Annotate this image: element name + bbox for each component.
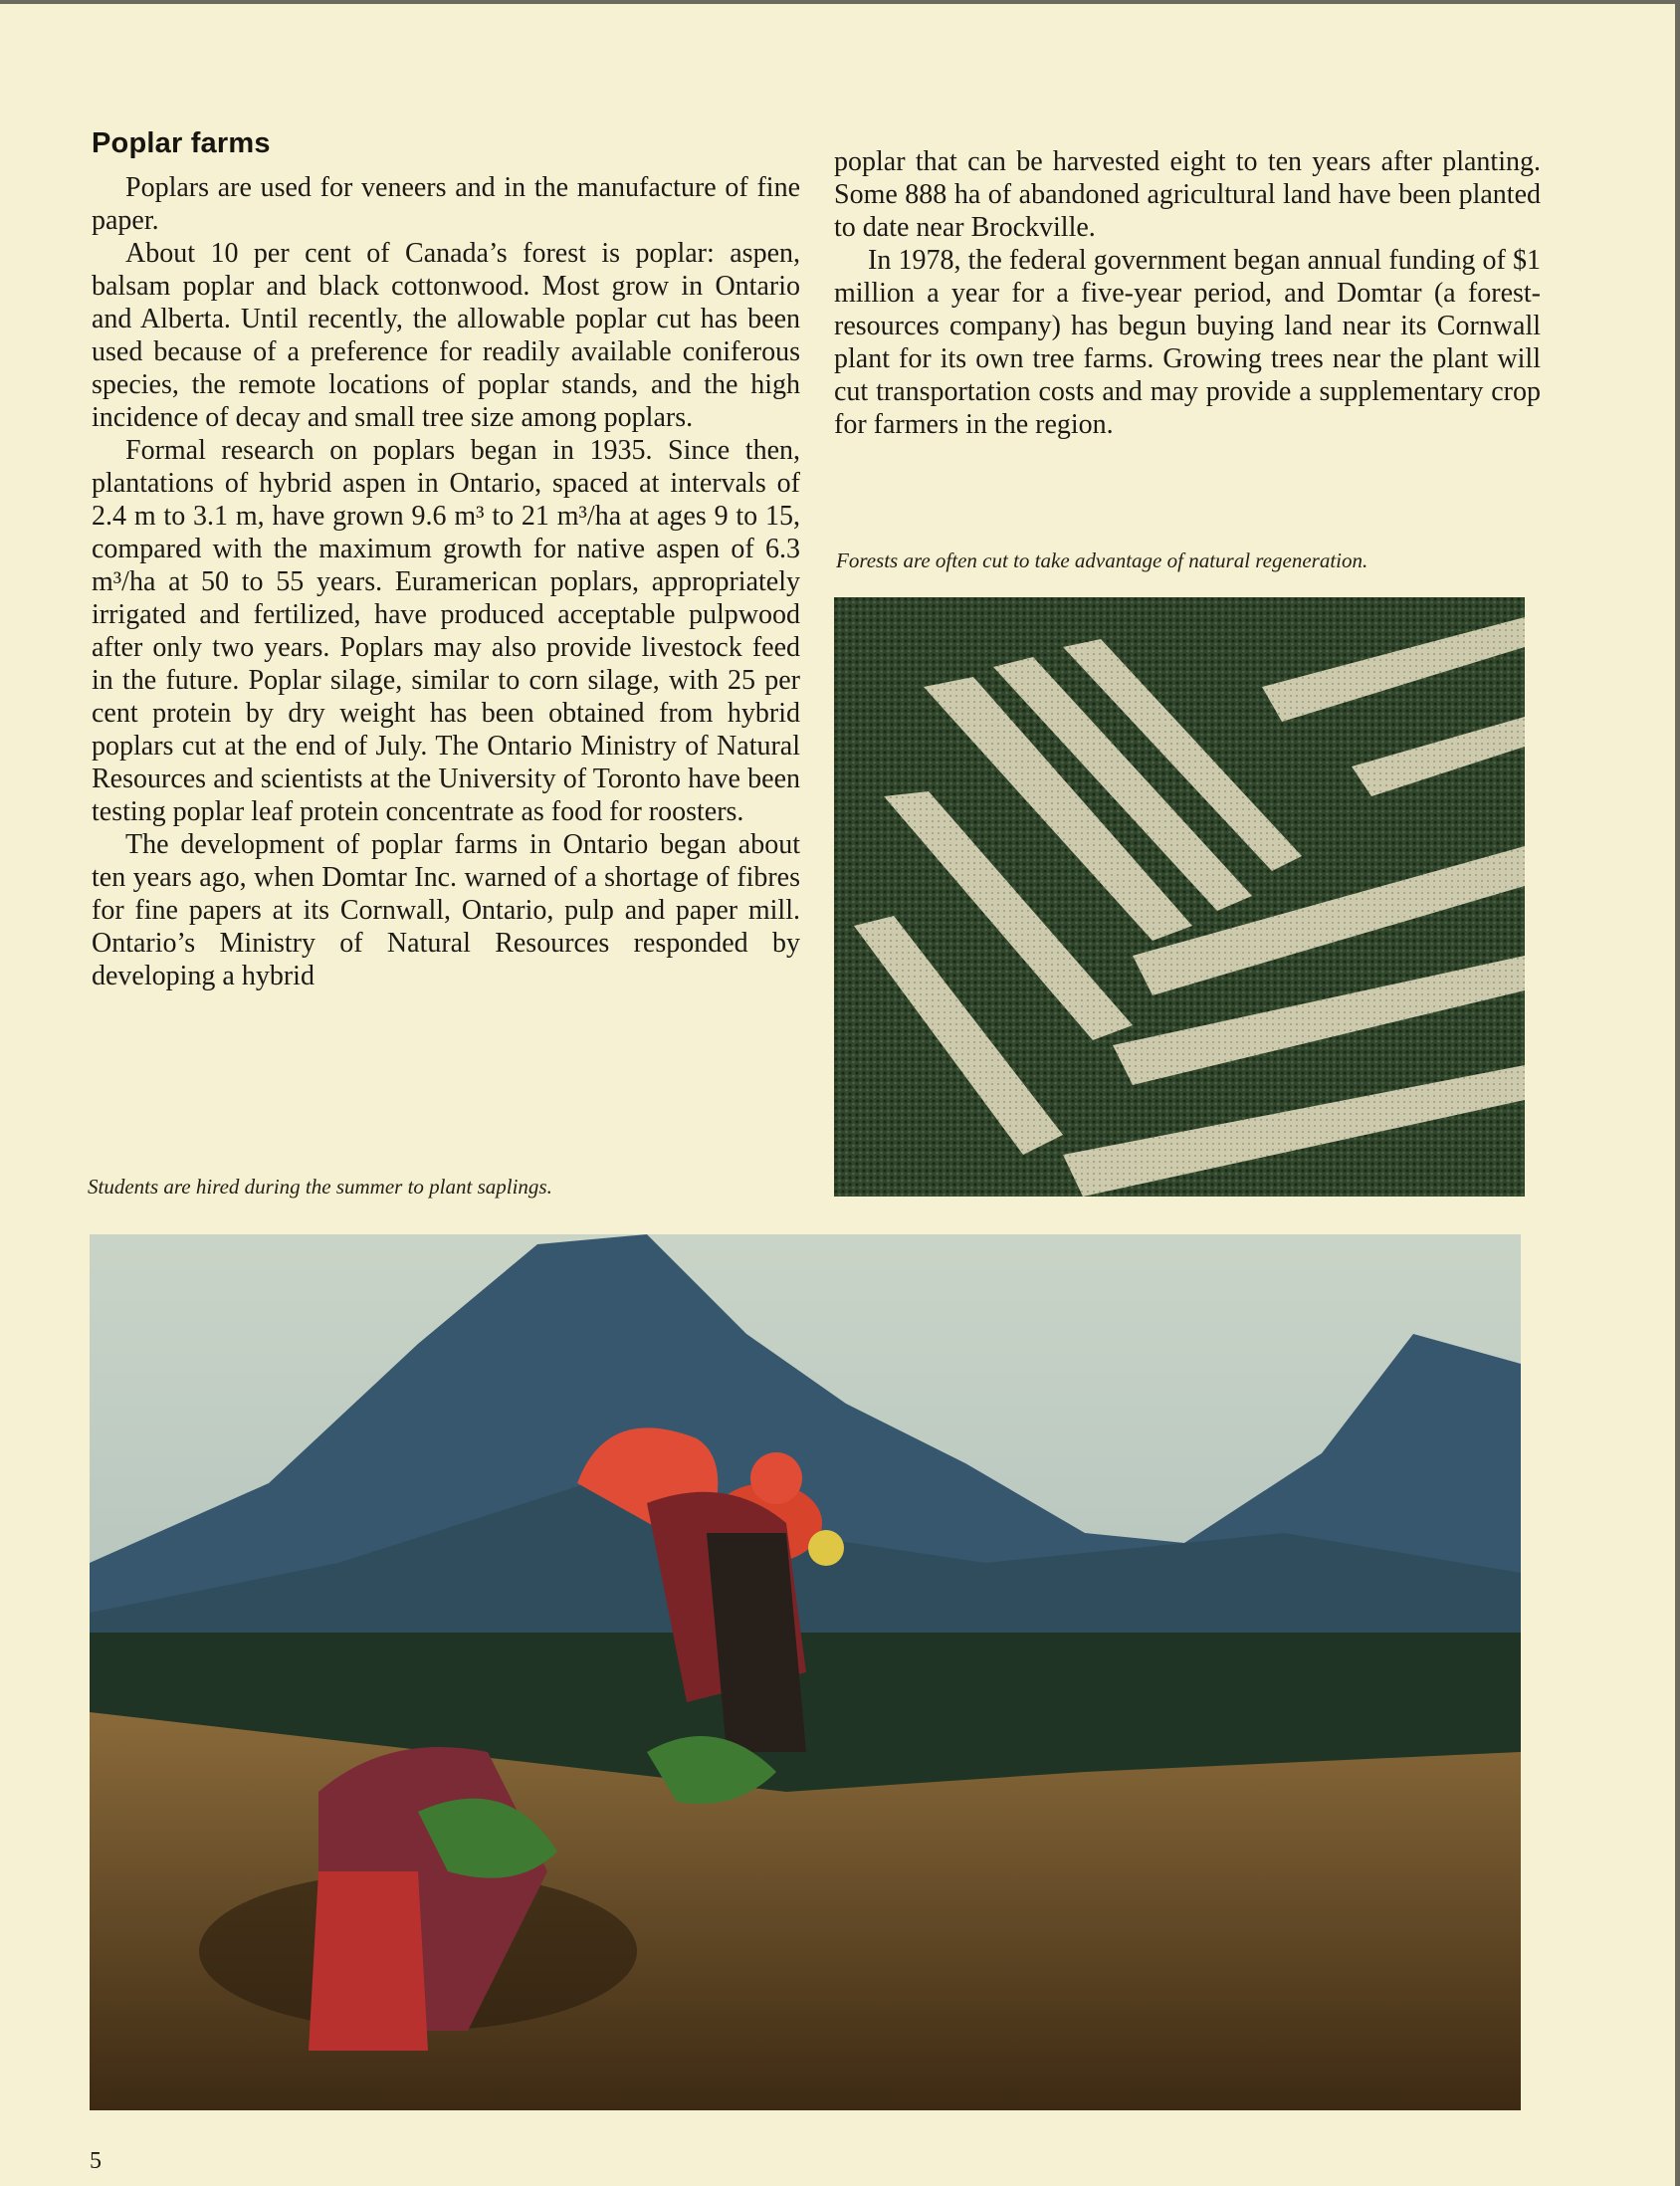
paragraph: Formal research on poplars began in 1935. Since then, plantations of hybrid aspen in Ontario, spaced at intervals of 2.4 m to 3.1 m, have grown 9.6 m³ to 21 m³/ha at ages 9 to 15, compared with the maximum growth for native aspen of 6.3 m³/ha at 50 to 55 years. Euramerican poplars, appropriately irrigated and fertilized, have produced acceptable pulpwood after only two years. Poplars may also provide livestock feed in the future. Poplar silage, similar to corn silage, with 25 per cent protein by dry weight has been obtained from hybrid poplars cut at the end of July. The Ontario Ministry of Natural Resources and scientists at the University of Toronto have been testing poplar leaf protein concentrate as food for roosters.: [92, 435, 800, 827]
students-photo-caption: Students are hired during the summer to plant saplings.: [88, 1175, 552, 1199]
page-right-edge: [1675, 0, 1680, 2186]
paragraph: About 10 per cent of Canada’s forest is poplar: aspen, balsam poplar and black cottonwood. Most grow in Ontario and Alberta. Until recently, the allowable poplar cut has been used because of a preference for readily available coniferous species, the remote locations of poplar stands, and the high incidence of decay and small tree size among poplars.: [92, 238, 800, 433]
section-heading: Poplar farms: [92, 127, 271, 159]
forest-aerial-photo: [834, 597, 1525, 1197]
left-text-column: [92, 171, 800, 992]
paragraph: Poplars are used for veneers and in the manufacture of fine paper.: [92, 172, 800, 236]
forest-photo-caption: Forests are often cut to take advantage of natural regeneration.: [836, 548, 1368, 572]
paragraph: poplar that can be harvested eight to ten years after planting. Some 888 ha of abandoned agricultural land have been planted to date near Brockville.: [834, 146, 1541, 243]
right-text-column: [834, 145, 1541, 441]
page-number: 5: [90, 2148, 102, 2174]
page-top-edge: [0, 0, 1680, 4]
paragraph: The development of poplar farms in Ontario began about ten years ago, when Domtar Inc. warned of a shortage of fibres for fine papers at its Cornwall, Ontario, pulp and paper mill. Ontario’s Ministry of Natural Resources responded by developing a hybrid: [92, 829, 800, 991]
students-planting-photo: [90, 1234, 1521, 2110]
paragraph: In 1978, the federal government began annual funding of $1 million a year for a five-year period, and Domtar (a forest-resources company) has begun buying land near its Cornwall plant for its own tree farms. Growing trees near the plant will cut transportation costs and may provide a supplementary crop for farmers in the region.: [834, 245, 1541, 440]
